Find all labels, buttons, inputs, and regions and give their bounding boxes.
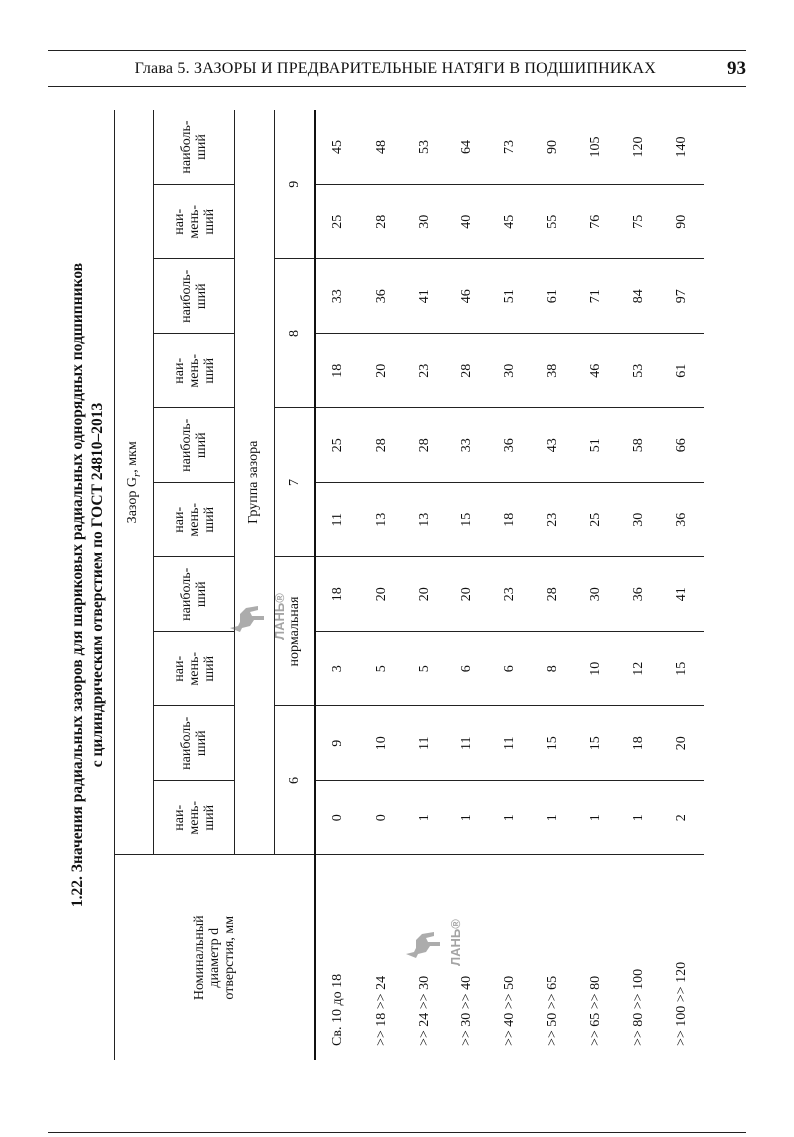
row-value-cell: 6 xyxy=(446,632,489,707)
row-value-cell: 28 xyxy=(360,185,403,260)
row-value-cell: 11 xyxy=(489,706,532,781)
table-row xyxy=(532,110,575,1060)
row-value-cell: 64 xyxy=(446,110,489,185)
row-value-cell: 61 xyxy=(661,334,704,409)
page-number: 93 xyxy=(727,58,746,79)
max-header-8: наиболь- ший xyxy=(154,259,235,334)
row-value-cell: 36 xyxy=(489,408,532,483)
row-value-cell: 5 xyxy=(360,632,403,707)
clearance-table xyxy=(114,110,704,1060)
row-value-cell: 1 xyxy=(403,781,446,856)
row-value-cell: 28 xyxy=(446,334,489,409)
row-value-cell: 53 xyxy=(618,334,661,409)
deer-icon xyxy=(404,926,448,966)
table-row xyxy=(661,110,704,1060)
row-value-cell: 23 xyxy=(403,334,446,409)
row-value-cell: 46 xyxy=(446,259,489,334)
row-value-cell: 18 xyxy=(315,557,360,632)
row-diameter: >> 40 >> 50 xyxy=(489,855,532,1060)
row-value-cell: 53 xyxy=(403,110,446,185)
row-value-cell: 10 xyxy=(575,632,618,707)
row-value-cell: 90 xyxy=(532,110,575,185)
row-value-cell: 15 xyxy=(661,632,704,707)
table-caption xyxy=(68,110,108,1060)
group-normal: нормальная xyxy=(274,557,315,706)
gap-header: Зазор $G_r$, мкм xyxy=(115,110,154,855)
max-header-6: наиболь- ший xyxy=(154,706,235,781)
group-9: 9 xyxy=(274,110,315,259)
row-value-cell: 10 xyxy=(360,706,403,781)
row-value-cell: 20 xyxy=(446,557,489,632)
table-row xyxy=(403,110,446,1060)
row-diameter: >> 80 >> 100 xyxy=(618,855,661,1060)
row-value-cell: 25 xyxy=(315,185,360,260)
row-value-cell: 15 xyxy=(575,706,618,781)
row-value-cell: 43 xyxy=(532,408,575,483)
row-value-cell: 41 xyxy=(403,259,446,334)
row-diameter: Св. 10 до 18 xyxy=(315,855,360,1060)
row-value-cell: 140 xyxy=(661,110,704,185)
row-value-cell: 20 xyxy=(661,706,704,781)
row-value-cell: 84 xyxy=(618,259,661,334)
caption-line-1: 1.22. Значения радиальных зазоров для шариковых радиальных однорядных подшипников xyxy=(69,262,86,908)
footer-rule xyxy=(48,1132,746,1133)
row-diameter: >> 24 >> 30 xyxy=(403,855,446,1060)
row-value-cell: 51 xyxy=(575,408,618,483)
row-value-cell: 33 xyxy=(315,259,360,334)
row-value-cell: 75 xyxy=(618,185,661,260)
row-value-cell: 1 xyxy=(618,781,661,856)
row-value-cell: 3 xyxy=(315,632,360,707)
row-value-cell: 48 xyxy=(360,110,403,185)
row-value-cell: 71 xyxy=(575,259,618,334)
watermark-logo xyxy=(228,593,287,640)
row-value-cell: 2 xyxy=(661,781,704,856)
min-header-7: наи- мень- ший xyxy=(154,483,235,558)
stub-header-line-3: отверстия, мм xyxy=(222,915,238,1000)
row-value-cell: 76 xyxy=(575,185,618,260)
watermark-text: ЛАНЬ® xyxy=(272,593,287,640)
row-value-cell: 0 xyxy=(315,781,360,856)
table-row xyxy=(489,110,532,1060)
max-header-normal: наиболь- ший xyxy=(154,557,235,632)
row-value-cell: 23 xyxy=(532,483,575,558)
row-diameter: >> 65 >> 80 xyxy=(575,855,618,1060)
row-value-cell: 30 xyxy=(403,185,446,260)
row-value-cell: 66 xyxy=(661,408,704,483)
row-value-cell: 1 xyxy=(575,781,618,856)
row-value-cell: 18 xyxy=(618,706,661,781)
row-value-cell: 20 xyxy=(360,557,403,632)
row-value-cell: 73 xyxy=(489,110,532,185)
row-value-cell: 11 xyxy=(403,706,446,781)
stub-header-line-2: диаметр d xyxy=(207,927,223,988)
row-diameter: >> 50 >> 65 xyxy=(532,855,575,1060)
deer-icon xyxy=(228,600,272,640)
row-value-cell: 1 xyxy=(489,781,532,856)
row-value-cell: 25 xyxy=(575,483,618,558)
header-top-rule xyxy=(48,50,746,51)
row-value-cell: 11 xyxy=(446,706,489,781)
group-header: Группа зазора xyxy=(235,110,274,855)
row-value-cell: 20 xyxy=(360,334,403,409)
row-value-cell: 36 xyxy=(360,259,403,334)
row-value-cell: 28 xyxy=(532,557,575,632)
row-value-cell: 18 xyxy=(489,483,532,558)
stub-header xyxy=(115,855,316,1060)
row-value-cell: 33 xyxy=(446,408,489,483)
rotated-table-block xyxy=(68,110,704,1060)
row-value-cell: 41 xyxy=(661,557,704,632)
row-value-cell: 15 xyxy=(532,706,575,781)
row-value-cell: 15 xyxy=(446,483,489,558)
row-value-cell: 18 xyxy=(315,334,360,409)
row-value-cell: 8 xyxy=(532,632,575,707)
table-row xyxy=(446,110,489,1060)
row-value-cell: 13 xyxy=(360,483,403,558)
row-diameter: >> 30 >> 40 xyxy=(446,855,489,1060)
watermark-text: ЛАНЬ® xyxy=(448,919,463,966)
group-7: 7 xyxy=(274,408,315,557)
row-value-cell: 97 xyxy=(661,259,704,334)
group-8: 8 xyxy=(274,259,315,408)
row-value-cell: 38 xyxy=(532,334,575,409)
max-header-7: наиболь- ший xyxy=(154,408,235,483)
min-header-6: наи- мень- ший xyxy=(154,781,235,856)
row-value-cell: 90 xyxy=(661,185,704,260)
row-value-cell: 28 xyxy=(360,408,403,483)
row-value-cell: 55 xyxy=(532,185,575,260)
watermark-logo-2 xyxy=(404,919,463,966)
group-6: 6 xyxy=(274,706,315,855)
table-row xyxy=(360,110,403,1060)
row-value-cell: 36 xyxy=(661,483,704,558)
row-value-cell: 13 xyxy=(403,483,446,558)
row-value-cell: 40 xyxy=(446,185,489,260)
row-diameter: >> 18 >> 24 xyxy=(360,855,403,1060)
row-value-cell: 1 xyxy=(532,781,575,856)
row-value-cell: 12 xyxy=(618,632,661,707)
row-value-cell: 51 xyxy=(489,259,532,334)
caption-line-2: с цилиндрическим отверстием по ГОСТ 24810–2013 xyxy=(89,402,106,768)
chapter-title: Глава 5. ЗАЗОРЫ И ПРЕДВАРИТЕЛЬНЫЕ НАТЯГИ В ПОДШИПНИКАХ xyxy=(134,60,656,77)
row-diameter: >> 100 >> 120 xyxy=(661,855,704,1060)
row-value-cell: 11 xyxy=(315,483,360,558)
row-value-cell: 5 xyxy=(403,632,446,707)
table-row xyxy=(575,110,618,1060)
stub-header-line-1: Номинальный xyxy=(192,915,208,1001)
row-value-cell: 1 xyxy=(446,781,489,856)
min-header-9: наи- мень- ший xyxy=(154,185,235,260)
row-value-cell: 28 xyxy=(403,408,446,483)
row-value-cell: 0 xyxy=(360,781,403,856)
row-value-cell: 105 xyxy=(575,110,618,185)
row-value-cell: 46 xyxy=(575,334,618,409)
row-value-cell: 45 xyxy=(315,110,360,185)
row-value-cell: 58 xyxy=(618,408,661,483)
header-bottom-rule xyxy=(48,86,746,87)
max-header-9: наиболь- ший xyxy=(154,110,235,185)
row-value-cell: 45 xyxy=(489,185,532,260)
row-value-cell: 30 xyxy=(575,557,618,632)
row-value-cell: 36 xyxy=(618,557,661,632)
row-value-cell: 120 xyxy=(618,110,661,185)
table-row xyxy=(315,110,360,1060)
row-value-cell: 23 xyxy=(489,557,532,632)
row-value-cell: 9 xyxy=(315,706,360,781)
row-value-cell: 30 xyxy=(489,334,532,409)
min-header-normal: наи- мень- ший xyxy=(154,632,235,707)
min-header-8: наи- мень- ший xyxy=(154,334,235,409)
row-value-cell: 30 xyxy=(618,483,661,558)
table-row xyxy=(618,110,661,1060)
row-value-cell: 61 xyxy=(532,259,575,334)
row-value-cell: 20 xyxy=(403,557,446,632)
row-value-cell: 6 xyxy=(489,632,532,707)
row-value-cell: 25 xyxy=(315,408,360,483)
